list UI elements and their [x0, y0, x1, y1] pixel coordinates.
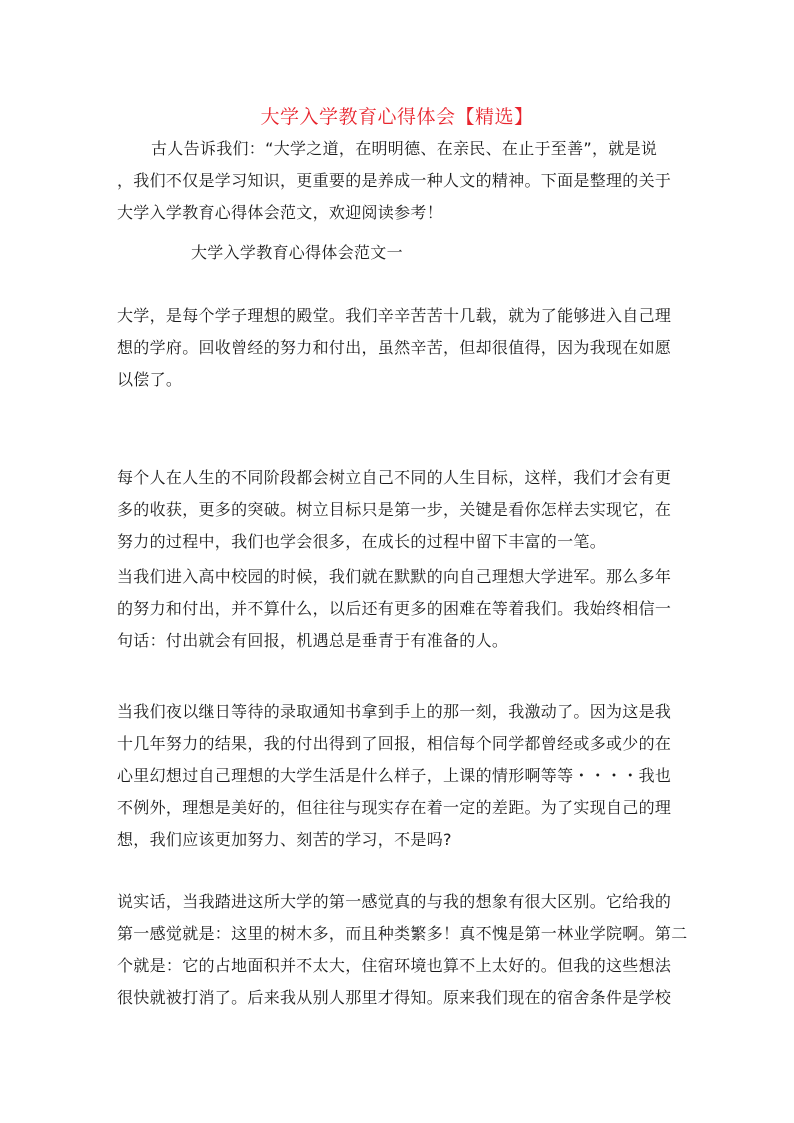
text-line: 句话：付出就会有回报，机遇总是垂青于有准备的人。	[117, 631, 509, 650]
text-line: 努力的过程中，我们也学会很多，在成长的过程中留下丰富的一笔。	[117, 532, 607, 551]
text-line: 不例外，理想是美好的，但往往与现实存在着一定的差距。为了实现自己的理	[117, 798, 672, 817]
document-title: 大学入学教育心得体会【精选】	[260, 106, 534, 128]
text-line: 每个人在人生的不同阶段都会树立自己不同的人生目标，这样，我们才会有更	[117, 468, 672, 487]
text-line: 十几年努力的结果，我的付出得到了回报，相信每个同学都曾经或多或少的在	[117, 734, 672, 753]
text-line: 古人告诉我们：“大学之道，在明明德、在亲民、在止于至善”，就是说	[151, 139, 658, 158]
text-line: 多的收获，更多的突破。树立目标只是第一步，关键是看你怎样去实现它，在	[117, 500, 672, 519]
text-line: 说实话，当我踏进这所大学的第一感觉真的与我的想象有很大区别。它给我的	[117, 892, 672, 911]
text-line: 的努力和付出，并不算什么，以后还有更多的困难在等着我们。我始终相信一	[117, 599, 672, 618]
text-line: 个就是：它的占地面积并不太大，住宿环境也算不上太好的。但我的这些想法	[117, 956, 672, 975]
text-line: 大学，是每个学子理想的殿堂。我们辛辛苦苦十几载，就为了能够进入自己理	[117, 306, 672, 325]
text-line: 想，我们应该更加努力、刻苦的学习，不是吗?	[117, 830, 452, 849]
paragraph-5	[117, 886, 688, 1014]
text-line: ，我们不仅是学习知识，更重要的是养成一种人文的精神。下面是整理的关于	[117, 171, 672, 190]
text-line: 大学入学教育心得体会范文，欢迎阅读参考！	[117, 203, 444, 222]
text-line: 当我们夜以继日等待的录取通知书拿到手上的那一刻，我激动了。因为这是我	[117, 702, 672, 721]
text-line: 以偿了。	[117, 370, 183, 389]
text-line: 想的学府。回收曾经的努力和付出，虽然辛苦，但却很值得，因为我现在如愿	[117, 338, 672, 357]
text-line: 心里幻想过自己理想的大学生活是什么样子，上课的情形啊等等・・・・我也	[117, 766, 672, 785]
intro-paragraph	[117, 133, 677, 229]
paragraph-3	[117, 561, 677, 657]
text-line: 当我们进入高中校园的时候，我们就在默默的向自己理想大学进军。那么多年	[117, 567, 672, 586]
text-line: 第一感觉就是：这里的树木多，而且种类繁多！真不愧是第一林业学院啊。第二	[117, 924, 688, 943]
paragraph-1	[117, 300, 677, 396]
paragraph-4	[117, 696, 677, 856]
section-heading: 大学入学教育心得体会范文一	[191, 243, 403, 262]
paragraph-2	[117, 462, 677, 558]
text-line: 很快就被打消了。后来我从别人那里才得知。原来我们现在的宿舍条件是学校	[117, 988, 672, 1007]
